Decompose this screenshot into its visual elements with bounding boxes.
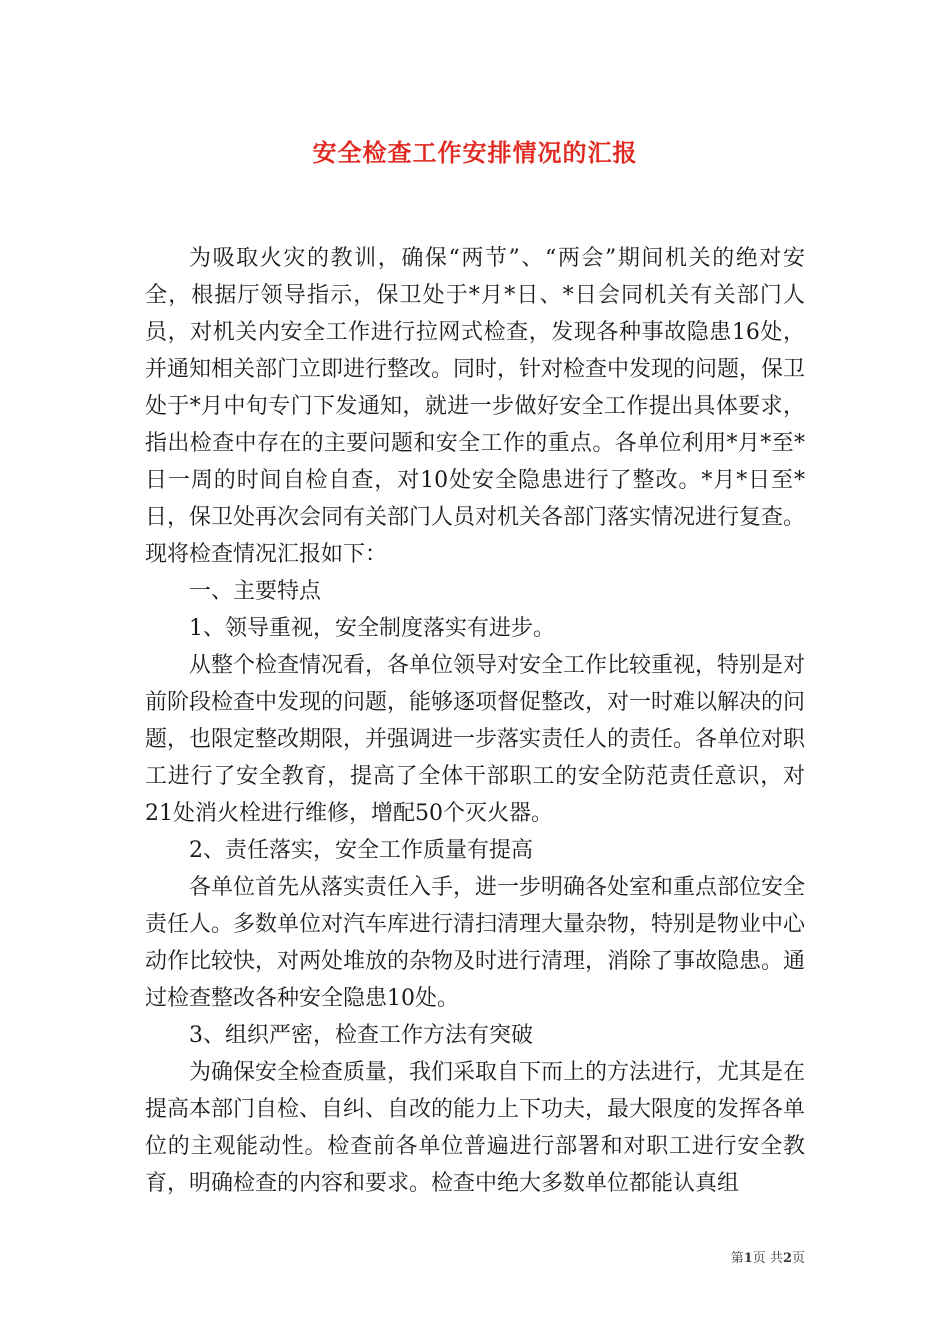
subheading-organization: 3、组织严密，检查工作方法有突破 xyxy=(189,1023,533,1048)
page-number-footer xyxy=(731,1247,805,1266)
paragraph-leadership: 从整个检查情况看，各单位领导对安全工作比较重视，特别是对前阶段检查中发现的问题，能够逐项督促整改，对一时难以解决的问题，也限定整改期限，并强调进一步落实责任人的责任。各单位对职工进行了安全教育，提高了全体干部职工的安全防范责任意识，对21处消火栓进行维修，增配50个灭火器。 xyxy=(145,653,806,826)
paragraph-organization: 为确保安全检查质量，我们采取自下而上的方法进行，尤其是在提高本部门自检、自纠、自改的能力上下功夫，最大限度的发挥各单位的主观能动性。检查前各单位普遍进行部署和对职工进行安全教育，明确检查的内容和要求。检查中绝大多数单位都能认真组 xyxy=(145,1060,806,1196)
subheading-responsibility: 2、责任落实，安全工作质量有提高 xyxy=(189,838,533,863)
footer-middle: 页 共 xyxy=(752,1251,783,1266)
footer-suffix: 页 xyxy=(791,1251,805,1266)
document-body xyxy=(145,240,805,1202)
footer-current-page: 1 xyxy=(743,1251,753,1266)
footer-total-pages: 2 xyxy=(782,1251,792,1266)
footer-prefix: 第 xyxy=(730,1251,744,1266)
section-heading-main-features: 一、主要特点 xyxy=(189,579,322,604)
paragraph-responsibility: 各单位首先从落实责任入手，进一步明确各处室和重点部位安全责任人。多数单位对汽车库进行清扫清理大量杂物，特别是物业中心动作比较快，对两处堆放的杂物及时进行清理，消除了事故隐患。通过检查整改各种安全隐患10处。 xyxy=(145,875,806,1011)
subheading-leadership: 1、领导重视，安全制度落实有进步。 xyxy=(189,616,555,641)
paragraph-intro: 为吸取火灾的教训，确保“两节”、“两会”期间机关的绝对安全，根据厅领导指示，保卫处于*月*日、*日会同机关有关部门人员，对机关内安全工作进行拉网式检查，发现各种事故隐患16处，并通知相关部门立即进行整改。同时，针对检查中发现的问题，保卫处于*月中旬专门下发通知，就进一步做好安全工作提出具体要求，指出检查中存在的主要问题和安全工作的重点。各单位利用*月*至*日一周的时间自检自查，对10处安全隐患进行了整改。*月*日至*日，保卫处再次会同有关部门人员对机关各部门落实情况进行复查。现将检查情况汇报如下： xyxy=(145,246,806,567)
document-title: 安全检查工作安排情况的汇报 xyxy=(312,138,638,167)
